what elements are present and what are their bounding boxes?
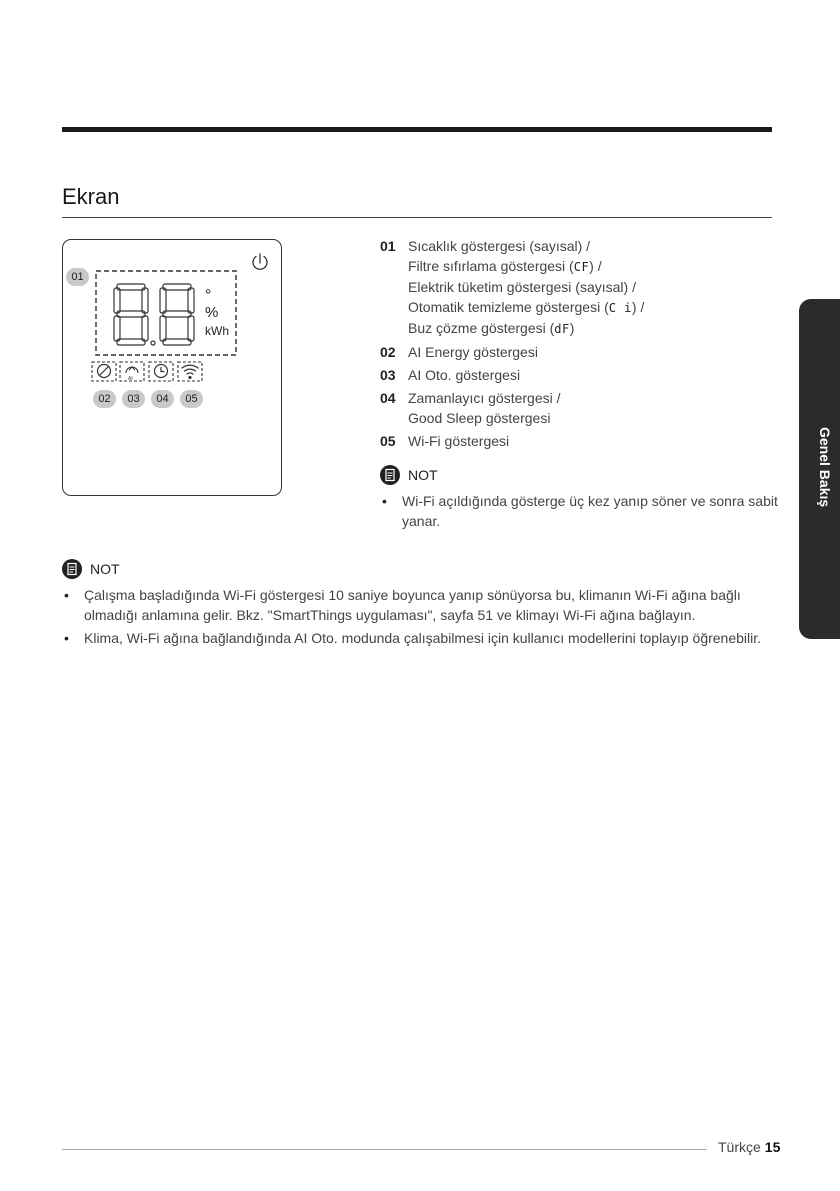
side-tab-label: Genel Bakış — [817, 427, 833, 508]
item-number: 05 — [380, 433, 396, 449]
list-item — [380, 431, 780, 451]
section-rule — [62, 217, 772, 218]
auto-clean-symbol: C i — [608, 301, 632, 315]
list-item — [380, 388, 780, 428]
unit-percent: % — [205, 304, 219, 321]
leaf-icon — [98, 365, 111, 378]
unit-kwh: kWh — [205, 324, 229, 338]
page-number: 15 — [764, 1139, 781, 1155]
segment-digit-1 — [114, 284, 155, 345]
footer — [718, 1139, 780, 1155]
item-number: 01 — [380, 238, 396, 254]
top-rule — [62, 127, 772, 132]
svg-text:AI: AI — [128, 376, 133, 382]
note-heading-small — [380, 465, 438, 485]
badge-02: 02 — [93, 390, 116, 408]
defrost-symbol: dF — [554, 322, 570, 336]
note-label: NOT — [90, 561, 120, 577]
note-bullets — [62, 585, 777, 648]
side-tab — [799, 299, 840, 639]
footer-rule — [62, 1149, 707, 1150]
section-title: Ekran — [62, 184, 120, 209]
wifi-icon — [182, 365, 198, 378]
note-bullet: • Çalışma başladığında Wi-Fi göstergesi 10 saniye boyunca yanıp sönüyorsa bu, klimanın Wi-Fi ağına bağlı olmadığı anlamına gelir. Bkz. "SmartThings uygulaması", sayfa 51 ve klimayı Wi-Fi ağına bağlayın. — [62, 585, 777, 625]
item-line: Good Sleep göstergesi — [408, 410, 551, 426]
item-number: 02 — [380, 344, 396, 360]
item-line: Zamanlayıcı göstergesi / — [408, 390, 561, 406]
power-icon — [253, 254, 267, 269]
item-line-defrost: Buz çözme göstergesi (dF) — [408, 320, 575, 336]
list-item — [380, 236, 780, 339]
timer-icon — [155, 365, 168, 378]
badge-05: 05 — [180, 390, 203, 408]
ai-icon — [126, 367, 138, 382]
note-bullet: • Wi-Fi açıldığında gösterge üç kez yanıp söner ve sonra sabit yanar. — [380, 491, 782, 531]
list-item — [380, 365, 780, 385]
item-number: 03 — [380, 367, 396, 383]
item-line: AI Energy göstergesi — [408, 344, 538, 360]
indicator-list — [380, 236, 780, 454]
note-bullet: • Klima, Wi-Fi ağına bağlandığında AI Oto. modunda çalışabilmesi için kullanıcı modellerini toplayıp öğrenebilir. — [62, 628, 777, 648]
badge-04: 04 — [151, 390, 174, 408]
note-heading-main — [62, 559, 120, 579]
badge-03: 03 — [122, 390, 145, 408]
unit-degree: ° — [205, 287, 212, 304]
footer-language: Türkçe — [718, 1139, 761, 1155]
display-panel — [62, 239, 282, 496]
item-line-filter: Filtre sıfırlama göstergesi (CF) / — [408, 258, 602, 274]
item-line-autoclean: Otomatik temizleme göstergesi (C i) / — [408, 299, 645, 315]
filter-reset-symbol: CF — [573, 260, 590, 274]
item-line: Elektrik tüketim göstergesi (sayısal) / — [408, 279, 636, 295]
list-item — [380, 342, 780, 362]
badge-01: 01 — [66, 268, 89, 286]
item-line: AI Oto. göstergesi — [408, 367, 521, 383]
note-icon — [380, 465, 400, 485]
note-label: NOT — [408, 467, 438, 483]
item-line: Sıcaklık göstergesi (sayısal) / — [408, 238, 591, 254]
note-icon — [62, 559, 82, 579]
item-line: Wi-Fi göstergesi — [408, 433, 510, 449]
item-number: 04 — [380, 390, 396, 406]
segment-digit-2 — [160, 284, 194, 345]
